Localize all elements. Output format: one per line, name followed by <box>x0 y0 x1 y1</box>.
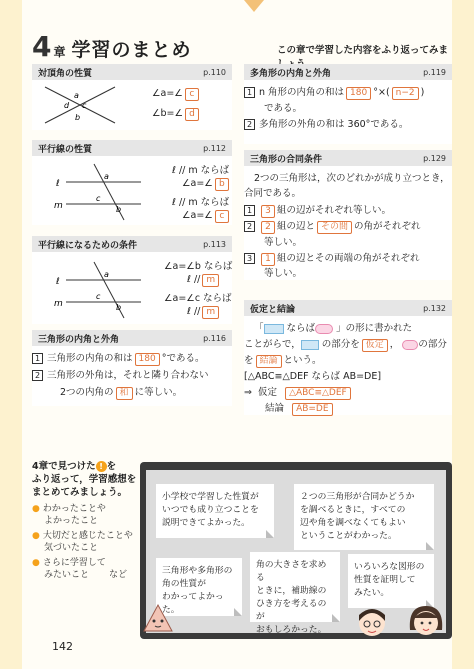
svg-text:a: a <box>104 270 109 279</box>
section-polygon-angles <box>244 64 452 144</box>
label-a: a <box>74 91 79 100</box>
section-vertical-angles <box>32 64 232 130</box>
answer-box: m <box>202 274 219 287</box>
note-card: ２つの三角形が合同かどうか を調べるときに，すべての 辺や角を調べなくてもよい ということがわかった。 <box>294 484 434 550</box>
answer-box: △ABC≡△DEF <box>285 387 351 400</box>
property-item: 1 三角形の内角の和は 180 °である。 <box>32 350 204 366</box>
section-title: 平行線の性質 <box>38 144 93 155</box>
page-title: 学習のまとめ <box>71 39 192 61</box>
section-header <box>244 300 452 316</box>
student-boy-icon <box>352 603 392 643</box>
section-header <box>244 150 452 166</box>
board-surface <box>146 470 446 633</box>
answer-box: 和 <box>116 387 133 400</box>
vertical-angles-diagram <box>40 82 120 128</box>
page-ref: p.112 <box>203 143 226 153</box>
svg-text:b: b <box>116 205 122 214</box>
property-item: 2 多角形の外角の和は 360°である。 <box>244 116 408 130</box>
section-assumption-conclusion: 仮定と結論 p.132 「 ならば 」の形に書かれた ことがらで， の部分を 仮定 ， の部分 を 結論 という。 [△ABC≡△DEF ならば AB=DE] ⇒ 仮定 △ABC≡△DEF 結論 AB=DE <box>244 300 452 415</box>
section-parallel-lines <box>32 140 232 225</box>
answer-box: 1 <box>261 253 275 266</box>
note-card: いろいろな図形の 性質を証明して みたい。 <box>348 554 434 608</box>
answer-box: 結論 <box>256 355 282 368</box>
section-triangle-angles <box>32 330 232 406</box>
exclamation-icon: ! <box>96 461 107 472</box>
page-ref: p.110 <box>203 67 226 77</box>
answer-box: c <box>215 210 229 223</box>
rule-row: ∠a=∠c ならば <box>164 293 232 304</box>
rule-row: ∠a=∠ c <box>152 88 201 101</box>
hint-item: ● わかったことや よかったこと <box>32 504 106 526</box>
answer-box: n−2 <box>392 87 419 100</box>
hint-item: ● 大切だと感じたことや 気づいたこと <box>32 531 133 553</box>
property-item: 2 三角形の外角は，それと隣り合わない <box>32 367 209 381</box>
rule-row: ℓ // m <box>187 274 221 287</box>
answer-box: その間 <box>317 221 352 234</box>
blank-shape-pink <box>315 324 333 334</box>
section-header <box>32 236 232 252</box>
svg-text:a: a <box>104 172 109 181</box>
rule-row: ∠b=∠ d <box>152 108 201 121</box>
answer-box: 3 <box>261 205 275 218</box>
condition-item: 3 1 組の辺とその両端の角がそれぞれ <box>244 250 420 266</box>
label-c: c <box>82 101 87 110</box>
rule-row: ∠a=∠ b <box>182 178 231 191</box>
chapter-suffix: 章 <box>53 45 66 59</box>
rule-row: ℓ // m ならば <box>172 165 230 176</box>
page-number: 142 <box>52 640 73 653</box>
svg-text:b: b <box>116 303 122 312</box>
answer-box: m <box>202 306 219 319</box>
answer-box: 180 <box>346 87 371 100</box>
parallel-lines-diagram <box>36 160 146 222</box>
condition-item: 2 2 組の辺と その間 の角がそれぞれ <box>244 218 421 234</box>
hint-item: ● さらに学習して みたいこと など <box>32 558 128 580</box>
property-item-cont: である。 <box>264 103 303 114</box>
svg-text:ℓ: ℓ <box>56 179 60 189</box>
chapter-heading <box>32 30 192 62</box>
condition-item: 1 3 組の辺がそれぞれ等しい。 <box>244 202 391 218</box>
section-title: 三角形の合同条件 <box>250 154 323 165</box>
reflection-prompt: 4章で見つけた ! を ふり返って，学習感想を まとめてみましょう。 <box>32 461 137 498</box>
page-ref: p.132 <box>423 303 446 313</box>
blank-shape-pink <box>402 340 418 350</box>
section-congruence: 三角形の合同条件 p.129 2つの三角形は，次のどれかが成り立つとき， 合同である。 1 3 組の辺がそれぞれ等しい。 2 2 組の辺と その間 の角がそれぞれ 等しい。 3 1 組の辺とその両端の角がそれぞれ 等しい。 <box>244 150 452 280</box>
property-item-cont: 2つの内角の 和 に等しい。 <box>60 387 183 398</box>
section-title: 平行線になるための条件 <box>38 240 138 251</box>
rule-row: ∠a=∠b ならば <box>164 261 233 272</box>
section-header <box>32 140 232 156</box>
section-title: 三角形の内角と外角 <box>38 334 120 345</box>
page-ref: p.116 <box>203 333 226 343</box>
answer-box: d <box>185 108 199 121</box>
section-header <box>244 64 452 80</box>
blank-shape-blue <box>264 324 284 334</box>
section-title: 多角形の内角と外角 <box>250 68 332 79</box>
note-card: 小学校で学習した性質が いつでも成り立つことを 説明できてよかった。 <box>156 484 274 538</box>
property-item: 1 n 角形の内角の和は 180 °×( n−2 ) <box>244 84 424 100</box>
answer-box: c <box>185 88 199 101</box>
svg-text:ℓ: ℓ <box>56 277 60 287</box>
note-card: 三角形や多角形の 角の性質が わかってよかった。 <box>156 558 242 616</box>
page-ref: p.119 <box>423 67 446 77</box>
rule-row: ℓ // m <box>187 306 221 319</box>
answer-box: b <box>215 178 229 191</box>
svg-text:m: m <box>54 201 63 211</box>
svg-text:m: m <box>54 299 63 309</box>
label-d: d <box>64 101 70 110</box>
parallel-conditions-diagram <box>36 258 146 320</box>
rule-row: ℓ // m ならば <box>172 197 230 208</box>
svg-text:c: c <box>96 292 101 301</box>
section-title: 仮定と結論 <box>250 304 296 315</box>
section-header <box>32 330 232 346</box>
mascot-icon <box>140 601 176 637</box>
section-header <box>32 64 232 80</box>
note-card: 角の大きさを求める ときに，補助線の ひき方を考えるのが おもしろかった。 <box>250 552 340 622</box>
label-b: b <box>75 113 81 122</box>
answer-box: 仮定 <box>362 339 388 352</box>
chapter-number: 4 <box>32 30 52 63</box>
student-girl-icon <box>404 600 448 644</box>
section-parallel-conditions <box>32 236 232 324</box>
intro-text: この章で学習した内容をふり返ってみま <box>277 45 449 56</box>
svg-text:c: c <box>96 194 101 203</box>
answer-box: 2 <box>261 221 275 234</box>
answer-box: 180 <box>135 353 160 366</box>
page-ref: p.129 <box>423 153 446 163</box>
section-title: 対頂角の性質 <box>38 68 93 79</box>
page-sheet <box>22 0 452 669</box>
top-notch <box>244 0 264 12</box>
blank-shape-blue <box>301 340 319 350</box>
page-ref: p.113 <box>203 239 226 249</box>
rule-row: ∠a=∠ c <box>182 210 231 223</box>
answer-box: AB=DE <box>292 403 333 416</box>
